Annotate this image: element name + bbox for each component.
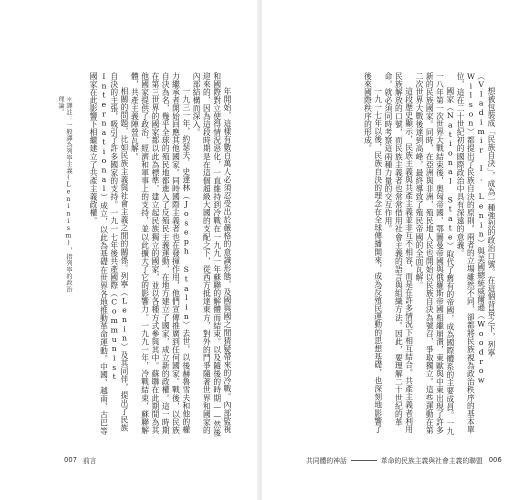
running-head-rule <box>351 460 377 461</box>
right-page-footer <box>306 455 502 465</box>
left-page <box>0 0 258 500</box>
running-head <box>306 455 483 465</box>
running-head-title: 共同體的神話 <box>306 457 347 465</box>
left-page-footer <box>64 455 97 465</box>
page-number: 006 <box>488 456 502 464</box>
paragraph: 這段歷史顯示，民族主義與共產主義並非互不相容，而是在許多情況下相互結合。共產主義者利用民族解放的口號，而民族主義者也常常借用社會主義的語言與組織方法。因此，要理解二十世紀的革命，就必須同時考察這兩種力量的交互作用。 <box>384 72 414 434</box>
paragraph: 年開始，這樣有數百萬人必須忍受出於嚴格的意識形態，及國與國之間猜疑帶來的冷戰。內部監視和國際對立使得情況惡化，一直維持到冷戰在一九九一年蘇聯的解體而結束。以及隨後的時期——然後迎來的，因為這段時期是在這個超級大國的支配之下，從西方抵達東方，對外的鬥爭隨著世界和國家的內部結構而深入。 <box>192 72 232 437</box>
paragraph: 一九三一年，約瑟夫．史達林（Joseph Stalin）去世，以後赫魯雪夫和他的權力繼承者開始回應其他國家。同時國際主義者也在發揮作用，他們宣傳推廣到任何國家。戰後，以民族自決為名，幾乎全球的殖民地都進入了反殖民主義運動，在地方建立了國家，成立新的政權。這一時期在第三世界的國家都以此為標準，建立起民族獨立的國家，並以各種方式參與其中。蘇聯在此期間為其他國家提供了政治、經濟和軍事上的支持，並以此擴大了它的影響力。一九九一年，冷戰結束，蘇聯解體，共產主義陣營瓦解。 <box>130 72 191 435</box>
right-page <box>262 0 520 500</box>
running-head-subtitle: 革命的民族主義與社會主義的聯盟 <box>380 457 483 465</box>
paragraph: 想被包裝成「民族自決」，成為一種強烈的政治口號。在這個背景之下，列寧（Vladimir I. Lenin）與美國總統威爾遜（Woodrow Wilson）都提出了民族自決的原則。兩者的立場雖然不同，卻都將民族視為政治秩序的基本單位，這在二十世紀初的國際政治中具有深遠的意義。 <box>456 72 496 434</box>
right-page-body <box>298 72 496 440</box>
page-number: 007 <box>64 456 77 464</box>
running-head: 前言 <box>82 457 97 465</box>
paragraph: 一九一七年以後，民族自決的理念在全球傳播開來，成為反殖民運動的思想基礎，也深刻地影響了後來國際秩序的形成。 <box>363 72 383 434</box>
translator-note: ＊譯註：一般譯為列寧主義(Leninism)，指列寧的政治理論。 <box>57 96 72 293</box>
paragraph: 國家（National State）取代了舊有的帝國，成為國際體系的主要成員。一九一八年第一次世界大戰結束後，奧匈帝國、鄂圖曼帝國與俄羅斯帝國相繼崩潰，東歐與中東出現了許多新的民族國家。同時，在亞洲與非洲，殖民地人民也開始以民族自決為號召，爭取獨立。這些運動在第二次世界大戰後達到高峰，最終導致了殖民帝國的全面瓦解。 <box>414 72 455 436</box>
paragraph: 相關的問題，比如民族主義與社會主義之間的關係。列寧（Lenin）及其同伴，提出了民族自決的主張，吸引了許多國家的支持。一九一七年後共產國際（Communist International）成立，以此為基礎在世界各地推動革命運動。中國、越南、古巴等國家在此影響下相繼建立了共產主義政權。 <box>89 72 130 436</box>
